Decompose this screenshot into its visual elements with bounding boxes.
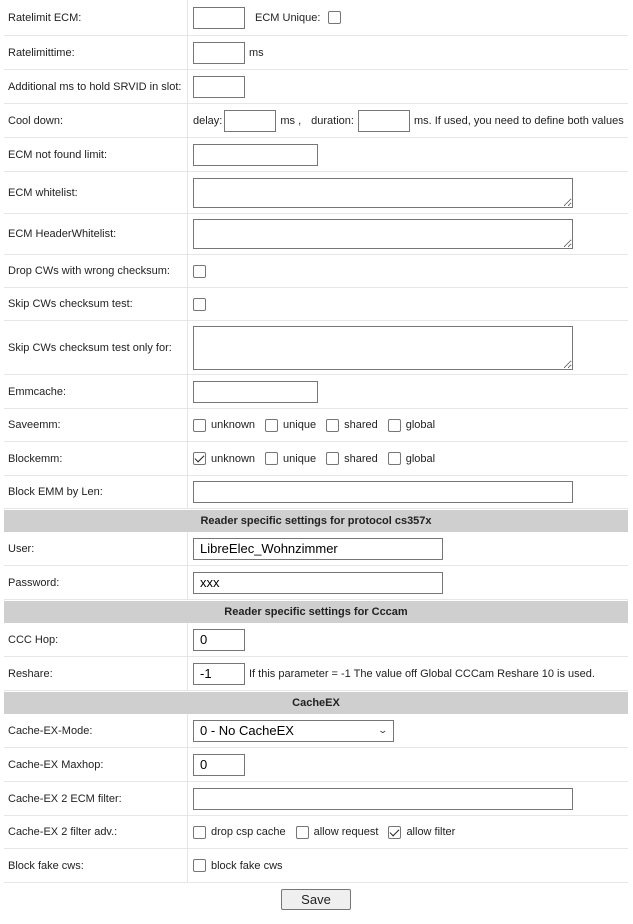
reshare-note: If this parameter = -1 The value off Global CCCam Reshare 10 is used. bbox=[249, 667, 595, 680]
row-ecm-header-whitelist bbox=[4, 214, 628, 255]
blockemm-global-label: global bbox=[405, 452, 436, 465]
cacheex-mode-selected: 0 - No CacheEX bbox=[200, 723, 294, 738]
row-reshare bbox=[4, 657, 628, 691]
row-ratelimit-ecm bbox=[4, 0, 628, 36]
row-cacheex-filter-adv bbox=[4, 816, 628, 849]
skip-cws-only-label: Skip CWs checksum test only for: bbox=[4, 321, 188, 374]
row-skip-cws-only bbox=[4, 321, 628, 375]
row-block-fake-cws bbox=[4, 849, 628, 883]
saveemm-option-unknown[interactable] bbox=[193, 419, 255, 432]
row-ratelimittime bbox=[4, 36, 628, 70]
ecm-unique-label: ECM Unique: bbox=[255, 11, 321, 24]
cacheex-mode-select[interactable] bbox=[193, 720, 394, 742]
blockemm-unique-checkbox[interactable] bbox=[265, 452, 278, 465]
blockemm-unknown-label: unknown bbox=[211, 452, 256, 465]
saveemm-unknown-label: unknown bbox=[211, 419, 256, 431]
cool-down-delay-label: delay: bbox=[193, 114, 223, 127]
section-header-cs357x: Reader specific settings for protocol cs357x bbox=[4, 510, 628, 532]
saveemm-label: Saveemm: bbox=[4, 409, 188, 441]
block-fake-cws-option-label: block fake cws bbox=[211, 859, 283, 872]
ccc-hop-input[interactable] bbox=[193, 629, 245, 651]
cacheex-ecm-filter-input[interactable] bbox=[193, 788, 573, 810]
filter-adv-option-drop-csp[interactable] bbox=[193, 826, 286, 839]
ecm-whitelist-textarea[interactable] bbox=[193, 178, 573, 208]
allow-filter-checkbox[interactable] bbox=[388, 826, 401, 839]
skip-cws-only-textarea[interactable] bbox=[193, 326, 573, 370]
ccc-hop-label: CCC Hop: bbox=[4, 623, 188, 656]
cool-down-label: Cool down: bbox=[4, 104, 188, 137]
ecm-not-found-input[interactable] bbox=[193, 144, 318, 166]
filter-adv-option-allow-filter[interactable] bbox=[388, 826, 455, 839]
row-skip-cws bbox=[4, 288, 628, 321]
row-saveemm bbox=[4, 409, 628, 442]
cool-down-ms-label: ms , bbox=[280, 114, 302, 127]
block-fake-cws-label: Block fake cws: bbox=[4, 849, 188, 882]
blockemm-unknown-checkbox[interactable] bbox=[193, 452, 206, 465]
row-password bbox=[4, 566, 628, 600]
ratelimit-ecm-label: Ratelimit ECM: bbox=[4, 0, 188, 35]
row-cool-down bbox=[4, 104, 628, 138]
block-fake-cws-checkbox[interactable] bbox=[193, 859, 206, 872]
reshare-label: Reshare: bbox=[4, 657, 188, 690]
row-srvid-hold bbox=[4, 70, 628, 104]
ratelimit-ecm-input[interactable] bbox=[193, 7, 245, 29]
saveemm-global-checkbox[interactable] bbox=[388, 419, 401, 432]
srvid-hold-label: Additional ms to hold SRVID in slot: bbox=[4, 70, 188, 103]
cacheex-filter-adv-label: Cache-EX 2 filter adv.: bbox=[4, 816, 188, 848]
blockemm-option-unknown[interactable] bbox=[193, 452, 255, 465]
save-button[interactable]: Save bbox=[281, 889, 351, 910]
cool-down-delay-input[interactable] bbox=[224, 110, 276, 132]
allow-filter-label: allow filter bbox=[406, 826, 456, 838]
block-emm-len-input[interactable] bbox=[193, 481, 573, 503]
blockemm-unique-label: unique bbox=[283, 452, 317, 465]
blockemm-shared-checkbox[interactable] bbox=[326, 452, 339, 465]
password-input[interactable] bbox=[193, 572, 443, 594]
row-block-emm-len bbox=[4, 476, 628, 509]
block-fake-cws-option[interactable] bbox=[193, 859, 283, 872]
row-ecm-whitelist bbox=[4, 172, 628, 214]
filter-adv-option-allow-request[interactable] bbox=[296, 826, 379, 839]
reshare-input[interactable] bbox=[193, 663, 245, 685]
saveemm-unique-checkbox[interactable] bbox=[265, 419, 278, 432]
blockemm-option-global[interactable] bbox=[388, 452, 435, 465]
drop-cws-checkbox[interactable] bbox=[193, 265, 206, 278]
password-label: Password: bbox=[4, 566, 188, 599]
row-user bbox=[4, 532, 628, 566]
chevron-down-icon: ⌄ bbox=[377, 725, 389, 735]
row-ecm-not-found bbox=[4, 138, 628, 172]
cool-down-duration-label: duration: bbox=[311, 114, 354, 127]
emmcache-input[interactable] bbox=[193, 381, 318, 403]
cacheex-ecm-filter-label: Cache-EX 2 ECM filter: bbox=[4, 782, 188, 815]
ecm-header-whitelist-label: ECM HeaderWhitelist: bbox=[4, 214, 188, 254]
row-ccc-hop bbox=[4, 623, 628, 657]
block-emm-len-label: Block EMM by Len: bbox=[4, 476, 188, 508]
ecm-header-whitelist-textarea[interactable] bbox=[193, 219, 573, 249]
skip-cws-label: Skip CWs checksum test: bbox=[4, 288, 188, 320]
saveemm-option-shared[interactable] bbox=[326, 419, 378, 432]
emmcache-label: Emmcache: bbox=[4, 375, 188, 408]
ecm-not-found-label: ECM not found limit: bbox=[4, 138, 188, 171]
section-header-cccam: Reader specific settings for Cccam bbox=[4, 601, 628, 623]
saveemm-shared-checkbox[interactable] bbox=[326, 419, 339, 432]
ratelimittime-unit: ms bbox=[249, 46, 264, 59]
cacheex-maxhop-label: Cache-EX Maxhop: bbox=[4, 748, 188, 781]
section-header-cacheex: CacheEX bbox=[4, 692, 628, 714]
blockemm-option-shared[interactable] bbox=[326, 452, 378, 465]
cool-down-note: ms. If used, you need to define both values bbox=[413, 114, 624, 127]
saveemm-unknown-checkbox[interactable] bbox=[193, 419, 206, 432]
row-cacheex-maxhop bbox=[4, 748, 628, 782]
srvid-hold-input[interactable] bbox=[193, 76, 245, 98]
ratelimittime-label: Ratelimittime: bbox=[4, 36, 188, 69]
cool-down-duration-input[interactable] bbox=[358, 110, 410, 132]
ecm-whitelist-label: ECM whitelist: bbox=[4, 172, 188, 213]
row-emmcache bbox=[4, 375, 628, 409]
row-blockemm bbox=[4, 442, 628, 476]
row-cacheex-ecm-filter bbox=[4, 782, 628, 816]
row-cacheex-mode bbox=[4, 714, 628, 748]
allow-request-label: allow request bbox=[313, 826, 379, 838]
saveemm-shared-label: shared bbox=[344, 419, 378, 431]
user-input[interactable] bbox=[193, 538, 443, 560]
cacheex-mode-label: Cache-EX-Mode: bbox=[4, 714, 188, 747]
blockemm-global-checkbox[interactable] bbox=[388, 452, 401, 465]
saveemm-global-label: global bbox=[405, 419, 436, 431]
saveemm-option-unique[interactable] bbox=[265, 419, 316, 432]
saveemm-unique-label: unique bbox=[283, 419, 317, 431]
skip-cws-checkbox[interactable] bbox=[193, 298, 206, 311]
ratelimittime-input[interactable] bbox=[193, 42, 245, 64]
row-drop-cws bbox=[4, 255, 628, 288]
drop-cws-label: Drop CWs with wrong checksum: bbox=[4, 255, 188, 287]
saveemm-option-global[interactable] bbox=[388, 419, 435, 432]
cacheex-maxhop-input[interactable] bbox=[193, 754, 245, 776]
drop-csp-cache-label: drop csp cache bbox=[211, 826, 286, 838]
allow-request-checkbox[interactable] bbox=[296, 826, 309, 839]
blockemm-option-unique[interactable] bbox=[265, 452, 316, 465]
ecm-unique-checkbox[interactable] bbox=[328, 11, 341, 24]
blockemm-label: Blockemm: bbox=[4, 442, 188, 475]
blockemm-shared-label: shared bbox=[344, 452, 378, 465]
user-label: User: bbox=[4, 532, 188, 565]
drop-csp-cache-checkbox[interactable] bbox=[193, 826, 206, 839]
